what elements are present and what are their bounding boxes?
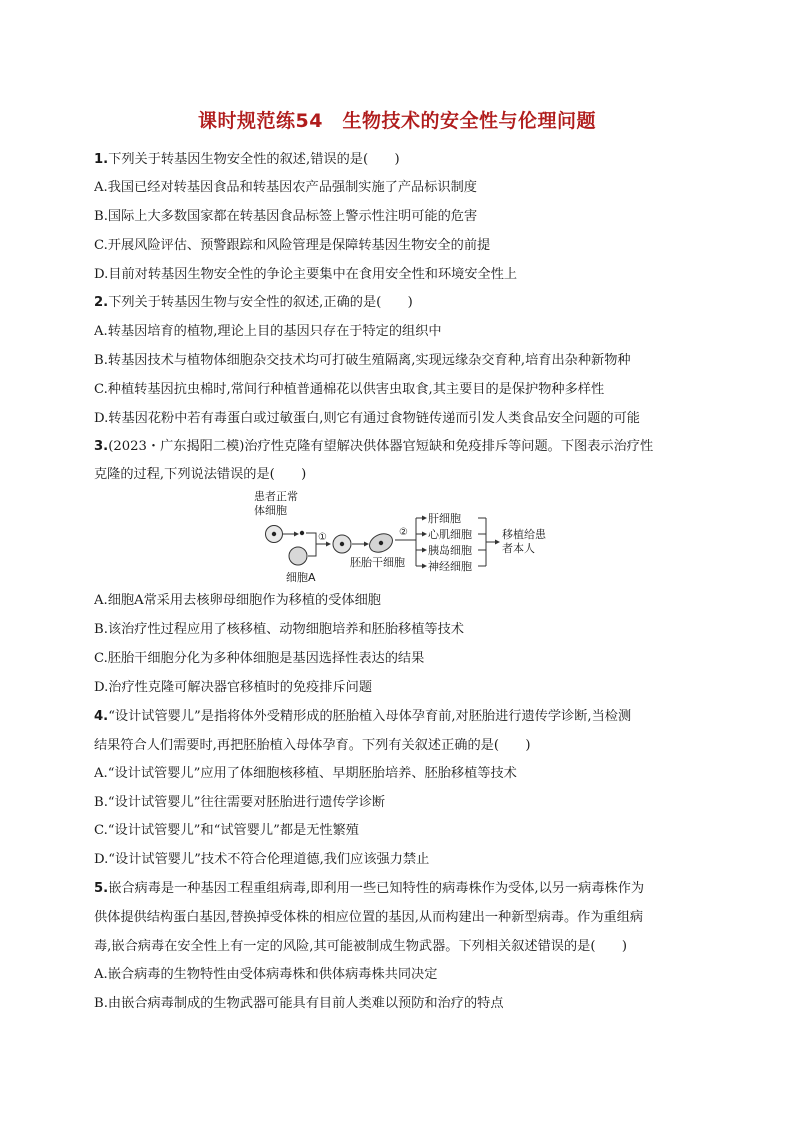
question-text: (2023・广东揭阳二模)治疗性克隆有望解决供体器官短缺和免疫排斥等问题。下图表示治疗性 [108, 439, 654, 454]
islet-cell-label: 胰岛细胞 [428, 544, 472, 557]
question-1-option-b: B.国际上大多数国家都在转基因食品标签上警示性注明可能的危害 [94, 209, 478, 224]
question-4-option-d: D.“设计试管婴儿”技术不符合伦理道德,我们应该强力禁止 [94, 852, 430, 867]
question-number: 2. [94, 295, 109, 310]
question-5-stem-line-3: 毒,嵌合病毒在安全性上有一定的风险,其可能被制成生物武器。下列相关叙述错误的是( ) [94, 939, 627, 954]
question-5-option-a: A.嵌合病毒的生物特性由受体病毒株和供体病毒株共同决定 [94, 967, 438, 982]
question-5-option-b: B.由嵌合病毒制成的生物武器可能具有目前人类难以预防和治疗的特点 [94, 996, 504, 1011]
extracted-nucleus [300, 531, 304, 535]
page-title: 课时规范练54 生物技术的安全性与伦理问题 [198, 110, 596, 132]
patient-cell-nucleus [272, 532, 276, 536]
question-5-stem-line-2: 供体提供结构蛋白基因,替换掉受体株的相应位置的基因,从而构建出一种新型病毒。作为重组病 [94, 910, 644, 925]
therapeutic-cloning-diagram [246, 488, 566, 588]
question-number: 3. [94, 439, 109, 454]
patient-cell-label-2: 体细胞 [254, 504, 287, 517]
arrowhead [364, 542, 369, 547]
step-2-label: ② [399, 527, 408, 538]
transplant-label-1: 移植给患 [502, 528, 546, 541]
heart-cell-label: 心肌细胞 [428, 528, 472, 541]
question-2-option-c: C.种植转基因抗虫棉时,常间行种植普通棉花以供害虫取食,其主要目的是保护物种多样性 [94, 382, 605, 397]
combine-bracket [306, 533, 316, 556]
liver-cell-label: 肝细胞 [428, 512, 461, 525]
question-4-stem-line-1 [94, 708, 714, 726]
question-text: 下列关于转基因生物安全性的叙述,错误的是( ) [108, 152, 400, 167]
question-number: 5. [94, 881, 109, 896]
arrowhead [422, 516, 427, 521]
question-3-option-a: A.细胞A常采用去核卵母细胞作为移植的受体细胞 [94, 593, 381, 608]
question-3-option-d: D.治疗性克隆可解决器官移植时的免疫排斥问题 [94, 680, 373, 695]
question-2-option-b: B.转基因技术与植物体细胞杂交技术均可打破生殖隔离,实现远缘杂交育种,培育出杂种新物种 [94, 353, 631, 368]
arrowhead [422, 564, 427, 569]
cell-a-label: 细胞A [286, 571, 316, 584]
question-2-option-a: A.转基因培育的植物,理论上目的基因只存在于特定的组织中 [94, 324, 442, 339]
transplant-label-2: 者本人 [502, 542, 535, 555]
question-3-stem-line-1 [94, 438, 714, 456]
question-5-stem-line-1 [94, 880, 714, 898]
arrowhead [422, 548, 427, 553]
question-1-option-a: A.我国已经对转基因食品和转基因农产品强制实施了产品标识制度 [94, 180, 477, 195]
question-3-stem-line-2: 克隆的过程,下列说法错误的是( ) [94, 467, 307, 482]
question-2-stem [94, 294, 714, 312]
question-4-stem-line-2: 结果符合人们需要时,再把胚胎植入母体孕育。下列有关叙述正确的是( ) [94, 738, 531, 753]
question-3-option-b: B.该治疗性过程应用了核移植、动物细胞培养和胚胎移植等技术 [94, 622, 464, 637]
question-1-stem [94, 151, 714, 169]
question-4-option-a: A.“设计试管婴儿”应用了体细胞核移植、早期胚胎培养、胚胎移植等技术 [94, 766, 517, 781]
question-number: 4. [94, 709, 109, 724]
question-1-option-d: D.目前对转基因生物安全性的争论主要集中在食用安全性和环境安全性上 [94, 267, 518, 282]
reconstructed-cell-nucleus [340, 542, 344, 546]
question-1-option-c: C.开展风险评估、预警跟踪和风险管理是保障转基因生物安全的前提 [94, 238, 491, 253]
nerve-cell-label: 神经细胞 [428, 560, 472, 573]
step-1-label: ① [318, 532, 327, 543]
question-text: “设计试管婴儿”是指将体外受精形成的胚胎植入母体孕育前,对胚胎进行遗传学诊断,当检测 [108, 709, 632, 724]
question-4-option-c: C.“设计试管婴儿”和“试管婴儿”都是无性繁殖 [94, 823, 359, 838]
arrowhead [495, 540, 500, 545]
question-3-option-c: C.胚胎干细胞分化为多种体细胞是基因选择性表达的结果 [94, 651, 425, 666]
stem-cell-nucleus [379, 541, 383, 545]
question-text: 嵌合病毒是一种基因工程重组病毒,即利用一些已知特性的病毒株作为受体,以另一病毒株作为 [108, 881, 645, 896]
question-text: 下列关于转基因生物与安全性的叙述,正确的是( ) [108, 295, 413, 310]
arrowhead [294, 532, 299, 537]
question-4-option-b: B.“设计试管婴儿”往往需要对胚胎进行遗传学诊断 [94, 795, 386, 810]
question-2-option-d: D.转基因花粉中若有毒蛋白或过敏蛋白,则它有通过食物链传递而引发人类食品安全问题的可能 [94, 411, 640, 426]
arrowhead [422, 532, 427, 537]
cell-a [289, 547, 307, 565]
question-number: 1. [94, 152, 109, 167]
stem-cell-label: 胚胎干细胞 [350, 556, 405, 569]
patient-cell-label-1: 患者正常 [254, 490, 298, 503]
